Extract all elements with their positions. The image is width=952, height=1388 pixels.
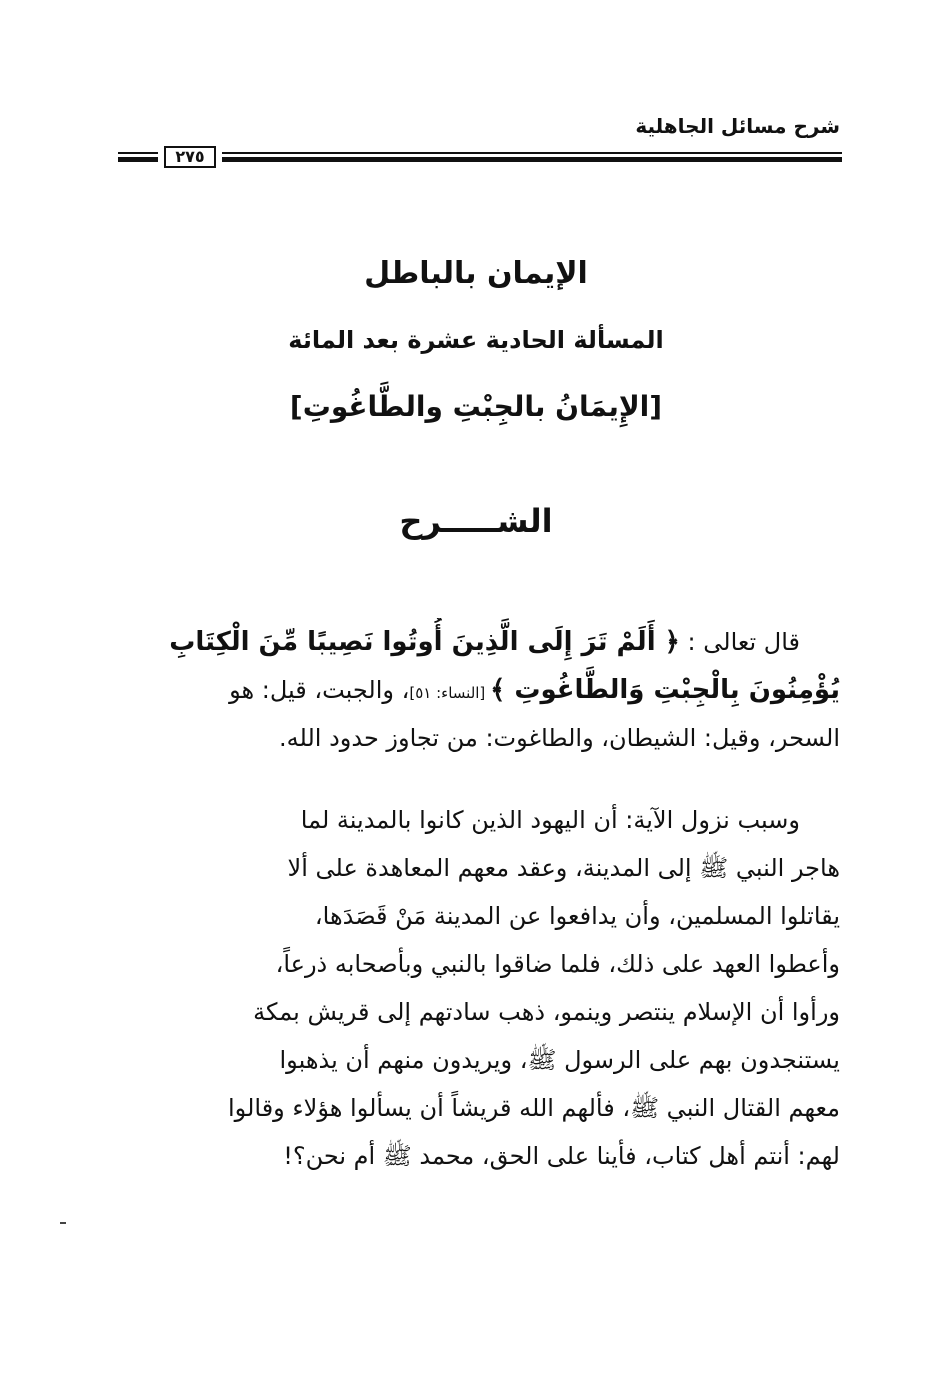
paragraph-line: هاجر النبي ﷺ إلى المدينة، وعقد معهم المعاهدة على ألا [287,854,840,882]
paragraph-line: السحر، وقيل: الشيطان، والطاغوت: من تجاوز حدود الله. [279,724,840,752]
chapter-title: الإيمان بالباطل [364,256,588,291]
running-title: شرح مسائل الجاهلية [635,114,840,138]
header-rule [118,146,842,168]
paragraph-quran-verse [122,618,840,762]
paragraph-line [122,618,840,666]
verse-intro: قال تعالى : [679,628,800,656]
quran-verse-part-2: يُؤْمِنُونَ بِالْجِبْتِ وَالطَّاغُوتِ ﴾ [490,675,840,705]
scan-speck [60,1222,66,1224]
paragraph-revelation-cause [122,796,840,1180]
verse-reference: [النساء: ٥١] [409,684,491,702]
section-heading-commentary: الشـــــرح [399,502,553,540]
paragraph-line: وأعطوا العهد على ذلك، فلما ضاقوا بالنبي وبأصحابه ذرعاً، [275,950,840,978]
paragraph-line: ورأوا أن الإسلام ينتصر وينمو، ذهب سادتهم إلى قريش بمكة [253,998,840,1026]
paragraph-line: يستنجدون بهم على الرسول ﷺ، ويريدون منهم أن يذهبوا [279,1046,840,1074]
header-rule-left [118,152,158,162]
jibt-definition: ، والجبت، قيل: هو [229,676,410,704]
paragraph-line [122,666,840,714]
issue-statement: [الإِيمَانُ بالجِبْتِ والطَّاغُوتِ] [289,390,663,423]
paragraph-line: لهم: أنتم أهل كتاب، فأينا على الحق، محمد ﷺ أم نحن؟! [283,1142,840,1170]
issue-number-title: المسألة الحادية عشرة بعد المائة [288,326,664,354]
paragraph-line: معهم القتال النبي ﷺ، فألهم الله قريشاً أن يسألوا هؤلاء وقالوا [228,1094,840,1122]
quran-verse-part-1: ﴿ أَلَمْ تَرَ إِلَى الَّذِينَ أُوتُوا نَصِيبًا مِّنَ الْكِتَابِ [169,627,680,657]
page-number: ٢٧٥ [164,146,216,168]
paragraph-line: يقاتلوا المسلمين، وأن يدافعوا عن المدينة مَنْ قَصَدَها، [314,902,840,930]
paragraph-line: وسبب نزول الآية: أن اليهود الذين كانوا بالمدينة لما [300,806,800,834]
header-rule-right [222,152,842,162]
